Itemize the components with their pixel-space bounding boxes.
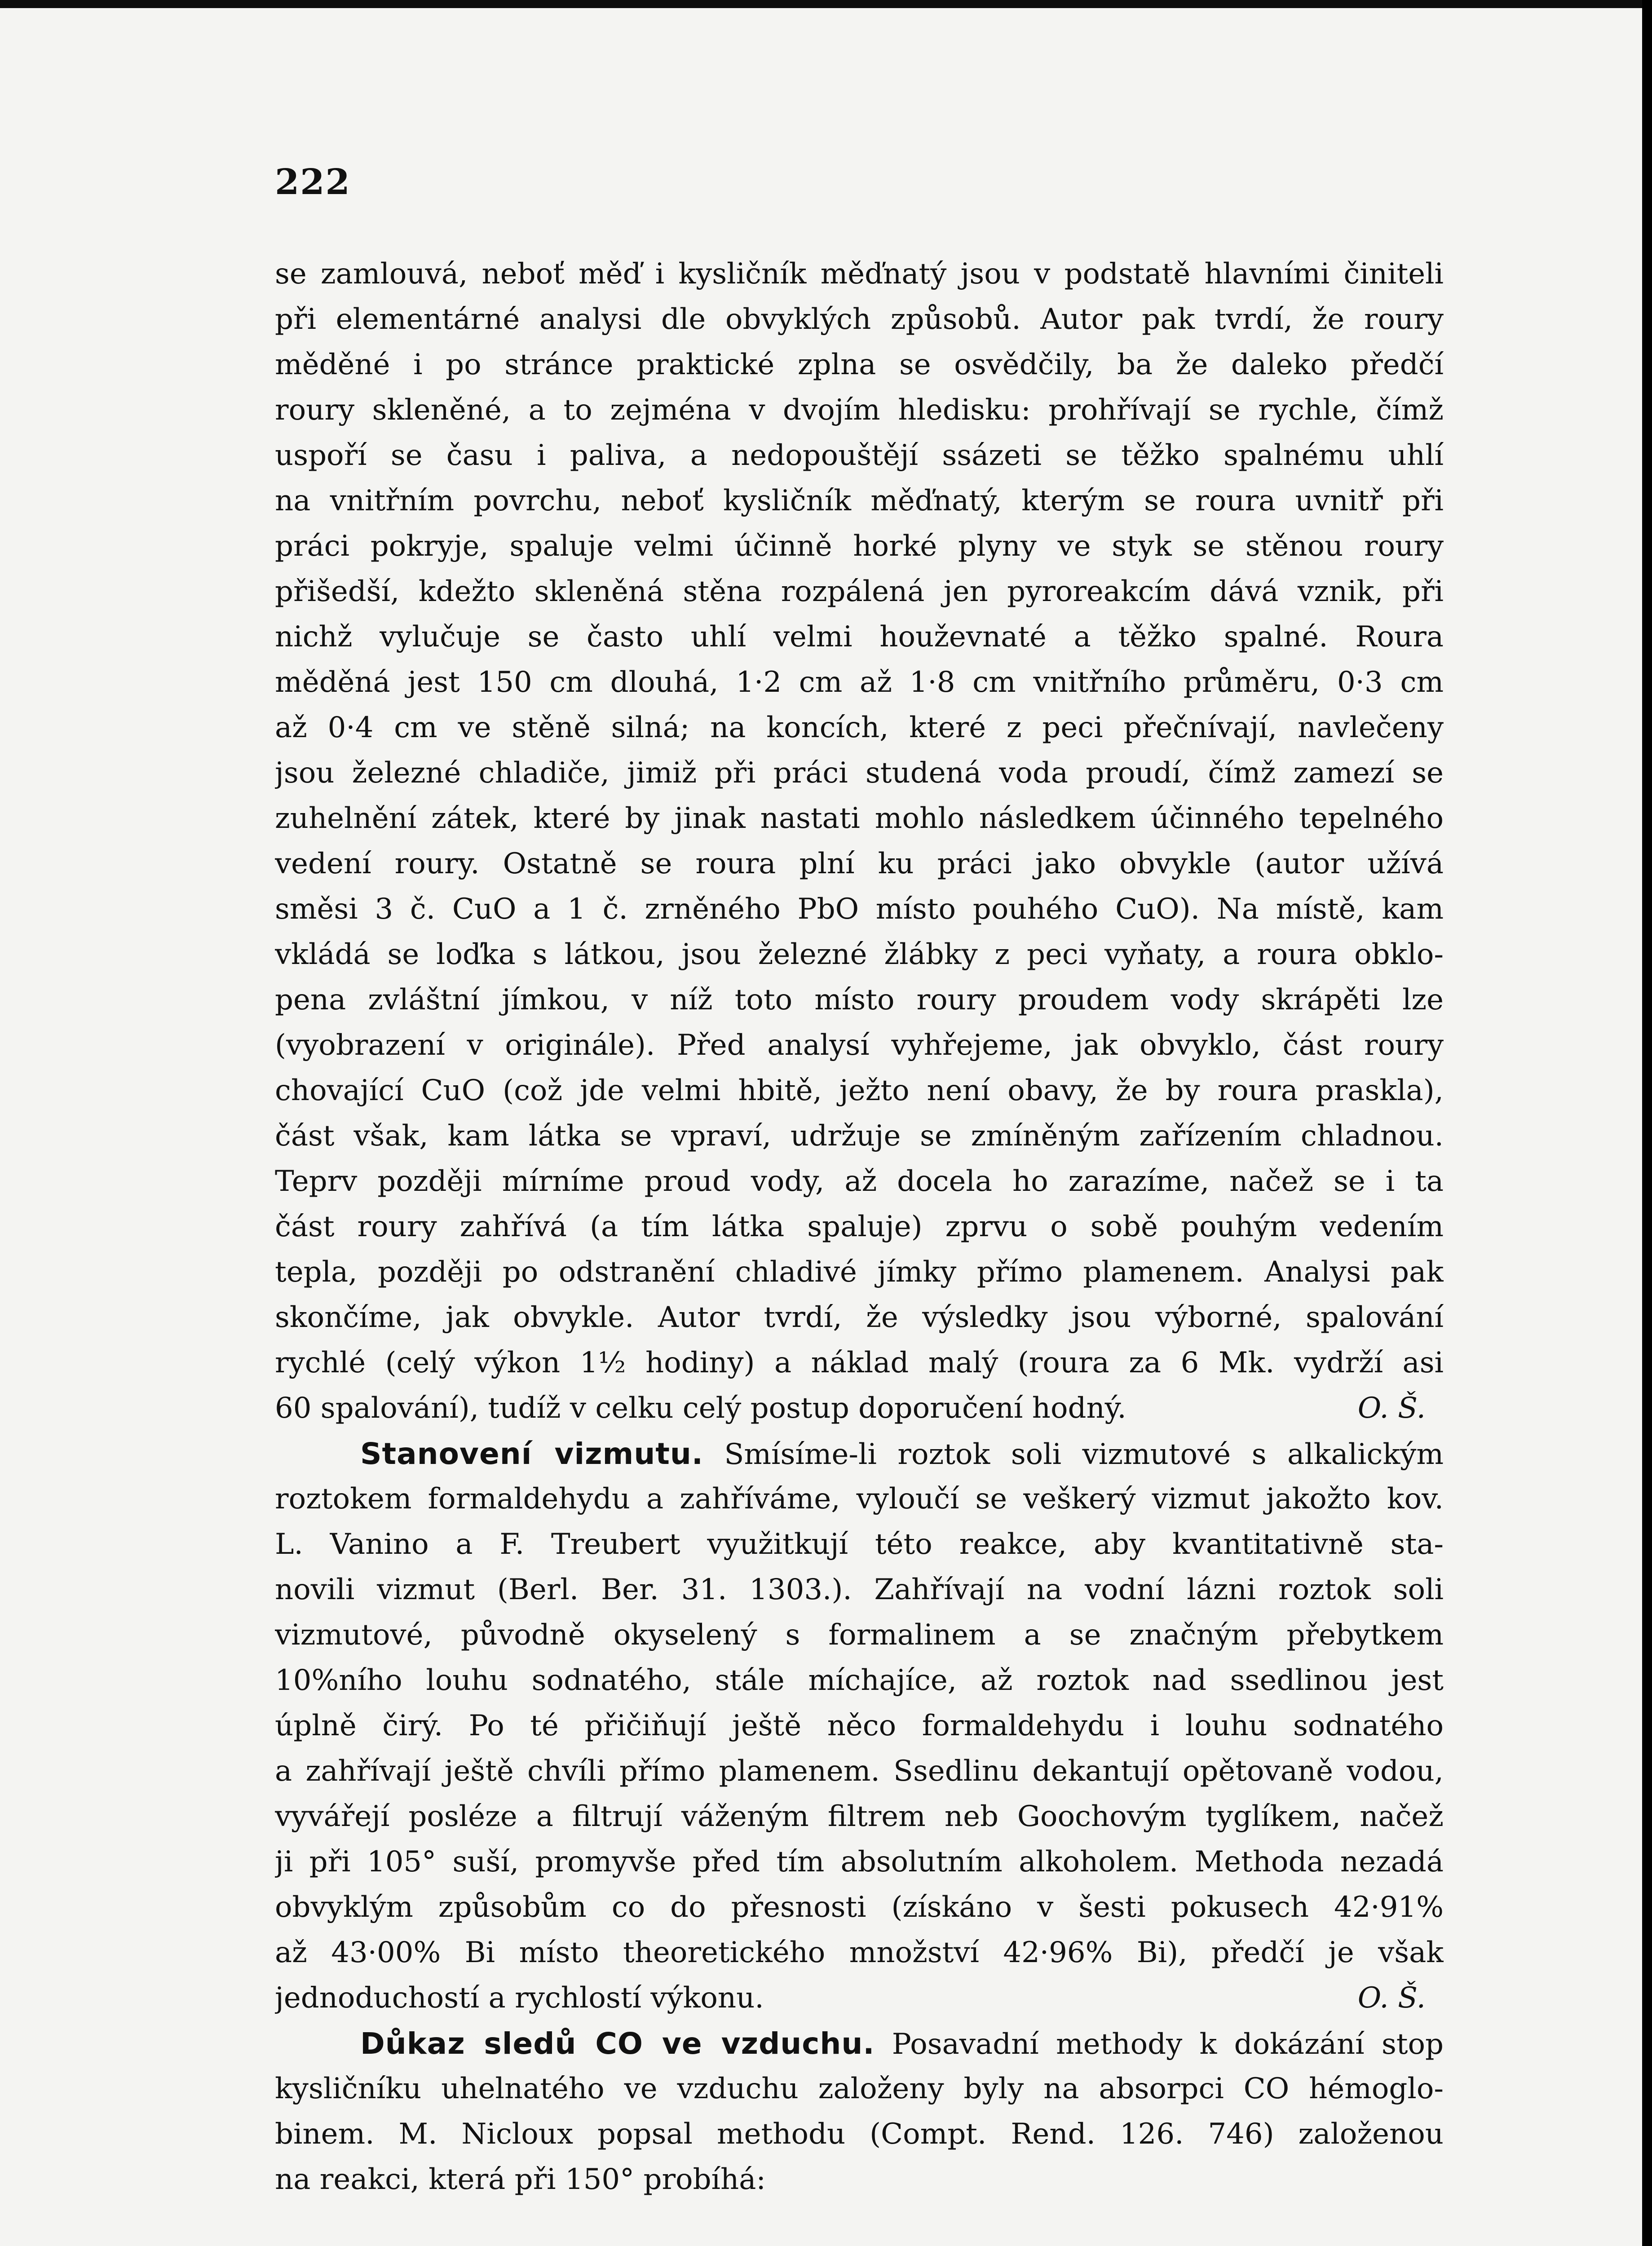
text-line: vedení roury. Ostatně se roura plní ku práci jako obvykle (autor užívá — [275, 847, 1444, 880]
text-line: (vyobrazení v originále). Před analysí vyhřejeme, jak obvyklo, část roury — [275, 1029, 1444, 1062]
text-line: na vnitřním povrchu, neboť kysličník měďnatý, kterým se roura uvnitř při — [275, 484, 1444, 517]
text-line: jsou železné chladiče, jimiž při práci studená voda proudí, čímž zamezí se — [275, 756, 1444, 790]
text-line: tepla, později po odstranění chladivé jímky přímo plamenem. Analysi pak — [275, 1256, 1444, 1289]
text-line-last — [275, 1976, 1444, 2021]
text-line: obvyklým způsobům co do přesnosti (získáno v šesti pokusech 42·91% — [275, 1891, 1444, 1924]
scan-right-edge — [1642, 0, 1652, 2246]
text-line: pena zvláštní jímkou, v níž toto místo roury proudem vody skrápěti lze — [275, 983, 1444, 1017]
text-line: úplně čirý. Po té přičiňují ještě něco formaldehydu i louhu sodnatého — [275, 1709, 1444, 1742]
text-line-last — [275, 1386, 1444, 1431]
page-number: 222 — [275, 162, 351, 203]
section-heading-co: Důkaz sledů CO ve vzduchu. — [360, 2026, 875, 2061]
text-line: uspoří se času i paliva, a nedopouštějí ssázeti se těžko spalnému uhlí — [275, 439, 1444, 472]
section-start-line — [275, 1431, 1444, 1477]
author-signature: O. Š. — [1357, 1981, 1426, 2015]
text-line: rychlé (celý výkon 1½ hodiny) a náklad malý (roura za 6 Mk. vydrží asi — [275, 1346, 1444, 1379]
text-line: na reakci, která při 150° probíhá: — [275, 2163, 766, 2196]
text-line: vkládá se loďka s látkou, jsou železné žlábky z peci vyňaty, a roura obklo- — [275, 938, 1444, 971]
text-line: binem. M. Nicloux popsal methodu (Compt. Rend. 126. 746) založenou — [275, 2118, 1444, 2151]
section-heading-bismuth: Stanovení vizmutu. — [360, 1437, 703, 1471]
text-line: Teprv později mírníme proud vody, až docela ho zarazíme, načež se i ta — [275, 1165, 1444, 1198]
text-line: nichž vylučuje se často uhlí velmi houževnaté a těžko spalné. Roura — [275, 620, 1444, 654]
text-line: kysličníku uhelnatého ve vzduchu založeny byly na absorpci CO hémoglo- — [275, 2072, 1444, 2105]
text-line: až 0·4 cm ve stěně silná; na koncích, které z peci přečnívají, navlečeny — [275, 711, 1444, 744]
text-line: část však, kam látka se vpraví, udržuje se zmíněným zařízením chladnou. — [275, 1119, 1444, 1153]
text-line: L. Vanino a F. Treubert využitkují této reakce, aby kvantitativně sta- — [275, 1528, 1444, 1561]
text-line: a zahřívají ještě chvíli přímo plamenem. Ssedlinu dekantují opětovaně vodou, — [275, 1755, 1444, 1788]
text-line: chovající CuO (což jde velmi hbitě, ježto není obavy, že by roura praskla), — [275, 1074, 1444, 1107]
text-line: při elementárné analysi dle obvyklých způsobů. Autor pak tvrdí, že roury — [275, 303, 1444, 336]
text-line: přišedší, kdežto skleněná stěna rozpálená jen pyroreakcím dává vznik, při — [275, 575, 1444, 608]
section-start-line — [275, 2021, 1444, 2066]
text-line: zuhelnění zátek, které by jinak nastati mohlo následkem účinného tepelného — [275, 802, 1444, 835]
text-line-content: 60 spalování), tudíž v celku celý postup doporučení hodný. — [275, 1392, 1126, 1425]
text-line: vizmutové, původně okyselený s formalinem a se značným přebytkem — [275, 1618, 1444, 1652]
scan-top-edge — [0, 0, 1652, 8]
text-line: vyvářejí posléze a filtrují váženým filtrem neb Goochovým tyglíkem, načež — [275, 1800, 1444, 1833]
text-line-content: Smísíme-li roztok soli vizmutové s alkalickým — [724, 1438, 1444, 1471]
text-line: se zamlouvá, neboť měď i kysličník měďnatý jsou v podstatě hlavními činiteli — [275, 257, 1444, 291]
text-line: část roury zahřívá (a tím látka spaluje) zprvu o sobě pouhým vedením — [275, 1210, 1444, 1243]
text-line-content: jednoduchostí a rychlostí výkonu. — [275, 1981, 764, 2015]
text-line: měděná jest 150 cm dlouhá, 1·2 cm až 1·8 cm vnitřního průměru, 0·3 cm — [275, 666, 1444, 699]
text-line: měděné i po stránce praktické zplna se osvědčily, ba že daleko předčí — [275, 348, 1444, 381]
text-line: skončíme, jak obvykle. Autor tvrdí, že výsledky jsou výborné, spalování — [275, 1301, 1444, 1334]
article-body — [275, 252, 1444, 2202]
text-line: novili vizmut (Berl. Ber. 31. 1303.). Zahřívají na vodní lázni roztok soli — [275, 1573, 1444, 1606]
text-line: roury skleněné, a to zejména v dvojím hledisku: prohřívají se rychle, čímž — [275, 393, 1444, 427]
text-line: směsi 3 č. CuO a 1 č. zrněného PbO místo pouhého CuO). Na místě, kam — [275, 893, 1444, 926]
author-signature: O. Š. — [1357, 1392, 1426, 1425]
text-line: práci pokryje, spaluje velmi účinně horké plyny ve styk se stěnou roury — [275, 530, 1444, 563]
text-line: 10%ního louhu sodnatého, stále míchajíce, až roztok nad ssedlinou jest — [275, 1664, 1444, 1697]
text-line: až 43·00% Bi místo theoretického množství 42·96% Bi), předčí je však — [275, 1936, 1444, 1969]
text-line: roztokem formaldehydu a zahříváme, vyloučí se veškerý vizmut jakožto kov. — [275, 1482, 1444, 1516]
text-line-content: Posavadní methody k dokázání stop — [892, 2028, 1444, 2061]
text-line: ji při 105° suší, promyvše před tím absolutním alkoholem. Methoda nezadá — [275, 1845, 1444, 1879]
